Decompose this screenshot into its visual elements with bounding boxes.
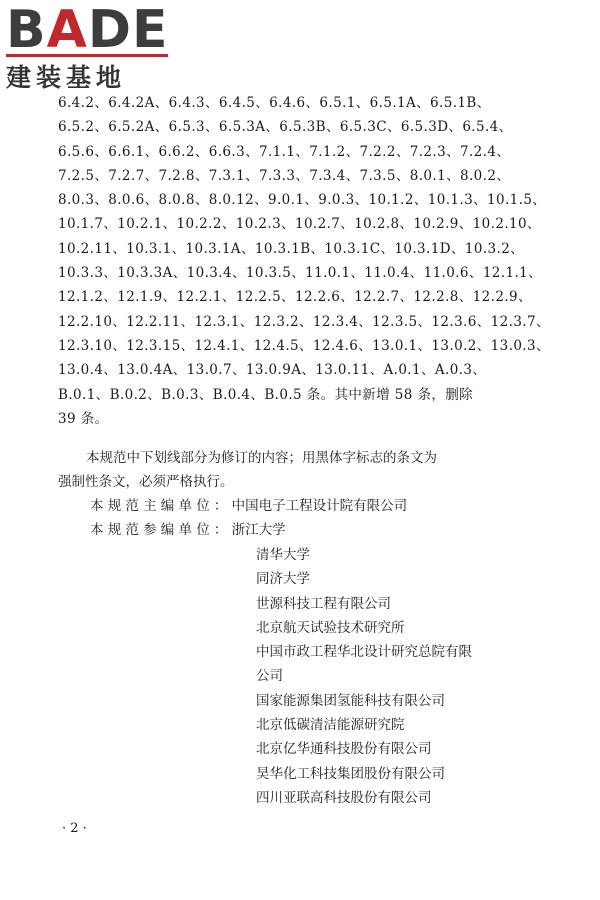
logo-letters: DE xyxy=(87,0,169,60)
participants-label: 本规范参编单位： xyxy=(90,522,232,538)
clause-line: 10.1.7、10.2.1、10.2.2、10.2.3、10.2.7、10.2.8、10.2.9、10.2.10、 xyxy=(58,216,541,233)
clause-line: 6.4.2、6.4.2A、6.4.3、6.4.5、6.4.6、6.5.1、6.5.1A、6.5.1B、 xyxy=(58,95,491,111)
clause-line: 6.5.2、6.5.2A、6.5.3、6.5.3A、6.5.3B、6.5.3C、6.5.3D、6.5.4、 xyxy=(58,119,513,136)
participant-org: 昊华化工科技集团股份有限公司 xyxy=(256,765,445,782)
chief-editor-row xyxy=(90,494,407,518)
participant-org: 中国市政工程华北设计研究总院有限 xyxy=(256,644,472,661)
logo-wordmark xyxy=(6,0,176,60)
participant-org: 四川亚联高科技股份有限公司 xyxy=(256,789,432,806)
participant-org: 同济大学 xyxy=(256,571,310,588)
clause-line: 8.0.3、8.0.6、8.0.8、8.0.12、9.0.1、9.0.3、10.1.2、10.1.3、10.1.5、 xyxy=(58,192,547,209)
clause-line: 10.2.11、10.3.1、10.3.1A、10.3.1B、10.3.1C、10.3.1D、10.3.2、 xyxy=(58,240,525,257)
clause-line: 10.3.3、10.3.3A、10.3.4、10.3.5、11.0.1、11.0.4、11.0.6、12.1.1、 xyxy=(58,265,543,282)
participant-org: 国家能源集团氢能科技有限公司 xyxy=(256,692,445,709)
notice-line-1 xyxy=(58,446,558,470)
participant-org: 公司 xyxy=(256,668,283,685)
page-number: · 2 · xyxy=(62,821,87,836)
clause-line: 7.2.5、7.2.7、7.2.8、7.3.1、7.3.3、7.3.4、7.3.5、8.0.1、8.0.2、 xyxy=(58,167,511,184)
chief-editor-label: 本规范主编单位： xyxy=(90,498,232,514)
participant-org: 世源科技工程有限公司 xyxy=(256,595,391,612)
clause-line: 12.2.10、12.2.11、12.3.1、12.3.2、12.3.4、12.3.5、12.3.6、12.3.7、 xyxy=(58,313,550,330)
clause-line: 39 条。 xyxy=(58,410,109,427)
participant-org: 清华大学 xyxy=(256,547,310,563)
clause-line: 12.3.10、12.3.15、12.4.1、12.4.5、12.4.6、13.0.1、13.0.2、13.0.3、 xyxy=(58,337,550,354)
participant-org-list xyxy=(256,543,556,810)
participants-row xyxy=(90,518,286,542)
participant-org: 北京亿华通科技股份有限公司 xyxy=(256,741,432,758)
revised-clauses-list xyxy=(58,91,558,431)
clause-line: 13.0.4、13.0.4A、13.0.7、13.0.9A、13.0.11、A.0.1、A.0.3、 xyxy=(58,362,487,379)
logo-subtitle: 建装基地 xyxy=(6,63,127,92)
bade-logo xyxy=(6,0,176,92)
logo-letter: B xyxy=(6,0,47,60)
clause-line: 12.1.2、12.1.9、12.2.1、12.2.5、12.2.6、12.2.7、12.2.8、12.2.9、 xyxy=(58,289,532,306)
notice-text: 本规范中下划线部分为修订的内容；用黑体字标志的条文为 xyxy=(86,450,437,466)
revision-notice xyxy=(58,446,558,495)
notice-line-2: 强制性条文，必须严格执行。 xyxy=(58,474,234,491)
logo-accent-letter: A xyxy=(46,0,88,60)
chief-editor-value: 中国电子工程设计院有限公司 xyxy=(231,498,408,514)
clause-line: 6.5.6、6.6.1、6.6.2、6.6.3、7.1.1、7.1.2、7.2.2、7.2.3、7.2.4、 xyxy=(58,143,511,160)
participant-org: 北京航天试验技术研究所 xyxy=(256,619,405,636)
participant-org: 北京低碳清洁能源研究院 xyxy=(256,717,405,734)
clause-line: B.0.1、B.0.2、B.0.3、B.0.4、B.0.5 条。其中新增 58 条，删除 xyxy=(58,386,474,403)
participant-org: 浙江大学 xyxy=(231,522,286,538)
